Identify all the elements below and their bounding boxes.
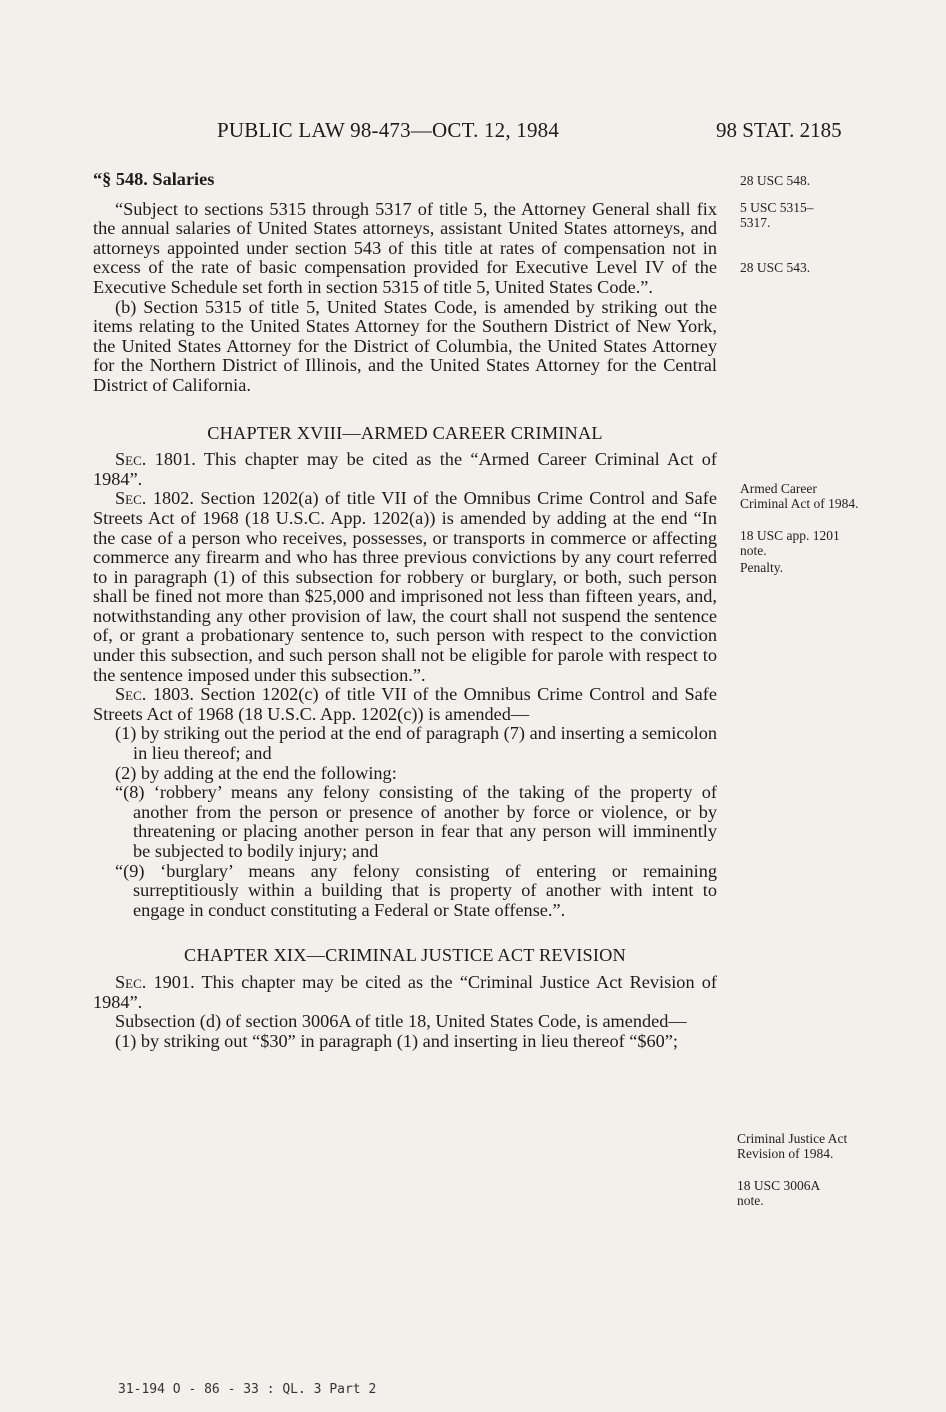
running-header-title: PUBLIC LAW 98-473—OCT. 12, 1984 <box>217 118 560 142</box>
section-1803-item-2: (2) by adding at the end the following: <box>115 762 397 783</box>
section-1803 <box>93 685 717 724</box>
section-548-heading: “§ 548. Salaries <box>93 169 215 189</box>
margin-note-criminal-justice-act-revision: Criminal Justice Act Revision of 1984. <box>737 1131 848 1161</box>
section-1901 <box>93 973 717 1012</box>
chapter-19-title: CHAPTER XIX—CRIMINAL JUSTICE ACT REVISION <box>184 945 626 966</box>
margin-note-armed-career-criminal-act: Armed Career Criminal Act of 1984. <box>740 481 859 511</box>
section-1801-text: This chapter may be cited as the “Armed Career Criminal Act of 1984”. <box>93 449 717 489</box>
section-1803-label: Sec. 1803. <box>115 684 194 705</box>
section-1803-text: Section 1202(c) of title VII of the Omnibus Crime Control and Safe Streets Act of 1968 (18 U.S.C. App. 1202(c)) is amended— <box>93 684 717 724</box>
section-1901-text: This chapter may be cited as the “Criminal Justice Act Revision of 1984”. <box>93 971 717 1012</box>
margin-note-penalty: Penalty. <box>740 560 783 575</box>
margin-note-28-usc-548: 28 USC 548. <box>740 173 811 188</box>
definition-burglary: “(9) ‘burglary’ means any felony consisting of entering or remaining surreptitiously within a building that is property of another with intent to engage in conduct constituting a Federal or State offense.”. <box>115 860 717 920</box>
section-1802-label: Sec. 1802. <box>115 488 194 509</box>
section-1901-label: Sec. 1901. <box>115 971 195 992</box>
body-text <box>93 170 717 1051</box>
section-1802-text: Section 1202(a) of title VII of the Omnibus Crime Control and Safe Streets Act of 1968 (18 U.S.C. App. 1202(a)) is amended by adding at the end “In the case of a person who receives, possesses, or transports in commerce or affecting commerce any firearm and who has three previous convictions by any court referred to in paragraph (1) of this subsection for robbery or burglary, or both, such person shall be fined not more than $25,000 and imprisoned not less than fifteen years, and, notwithstanding any other provision of law, the court shall not suspend the sentence of, or grant a probationary sentence to, such person with respect to the conviction under this subsection, and such person shall not be eligible for parole with respect to the sentence imposed under this subsection.”. <box>93 488 717 685</box>
printer-footer-code: 31-194 O - 86 - 33 : QL. 3 Part 2 <box>118 1382 377 1397</box>
running-header-stat-page: 98 STAT. 2185 <box>716 118 842 142</box>
section-1901-item-1: (1) by striking out “$30” in paragraph (1) and inserting in lieu thereof “$60”; <box>115 1030 678 1051</box>
section-1803-item-1: (1) by striking out the period at the end of paragraph (7) and inserting a semicolon in lieu thereof; and <box>115 723 717 764</box>
margin-note-18-usc-app: 18 USC app. 1201 note. <box>740 528 840 558</box>
section-1801 <box>93 450 717 489</box>
subsection-b-paragraph: (b) Section 5315 of title 5, United States Code, is amended by striking out the items relating to the United States Attorney for the Southern District of New York, the United States Attorney for the District of Columbia, the United States Attorney for the Northern District of Illinois, and the United States Attorney for the Central District of California. <box>93 296 717 395</box>
subsection-d-amendment: Subsection (d) of section 3006A of title 18, United States Code, is amended— <box>115 1011 687 1032</box>
margin-note-18-usc-3006a: 18 USC 3006A note. <box>737 1178 820 1208</box>
section-548-paragraph: “Subject to sections 5315 through 5317 of title 5, the Attorney General shall fix the annual salaries of United States attorneys, assistant United States attorneys, and attorneys appointed under section 543 of this title at rates of compensation not in excess of the rate of basic compensation provided for Executive Level IV of the Executive Schedule set forth in section 5315 of title 5, United States Code.”. <box>93 198 717 297</box>
chapter-18-title: CHAPTER XVIII—ARMED CAREER CRIMINAL <box>207 422 603 443</box>
section-1802 <box>93 489 717 685</box>
margin-note-28-usc-543: 28 USC 543. <box>740 260 811 275</box>
section-1801-label: Sec. 1801. <box>115 449 196 470</box>
margin-note-5-usc: 5 USC 5315–5317. <box>740 200 814 230</box>
definition-robbery: “(8) ‘robbery’ means any felony consisting of the taking of the property of another from the person or presence of another by force or violence, or by threatening or placing another person in fear that any person will imminently be subjected to bodily injury; and <box>115 782 717 861</box>
